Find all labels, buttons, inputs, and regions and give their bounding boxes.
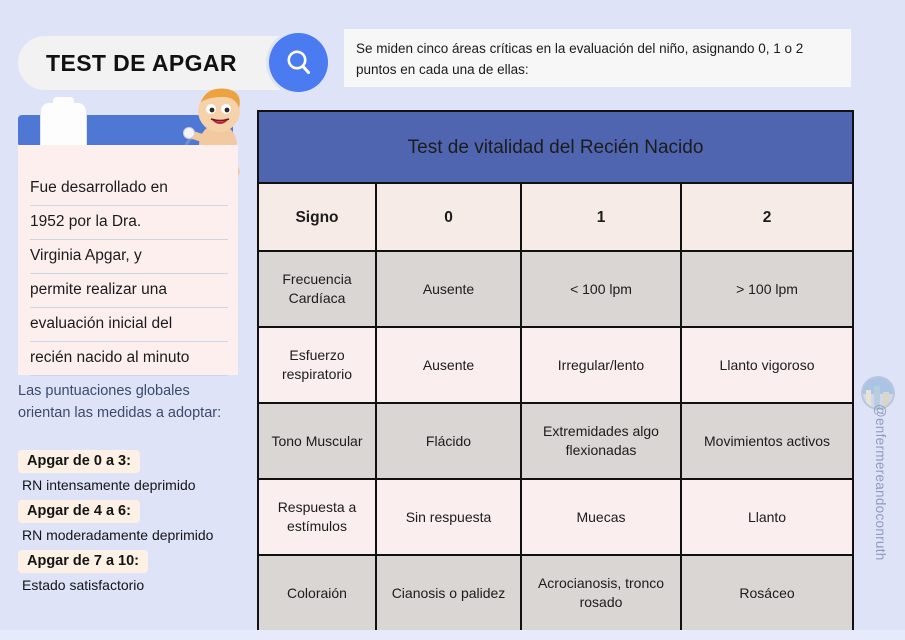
cell-signo: Esfuerzo respiratorio — [258, 327, 376, 403]
cell-score-1: Acrocianosis, tronco rosado — [521, 555, 681, 631]
cell-score-2: Movimientos activos — [681, 403, 853, 479]
score-range-label: Apgar de 7 a 10: — [18, 550, 148, 573]
score-item — [18, 500, 248, 545]
table-row — [258, 555, 853, 631]
intro-description-box — [344, 29, 851, 87]
score-list — [18, 450, 248, 600]
score-range-label: Apgar de 4 a 6: — [18, 500, 140, 523]
cell-score-1: Irregular/lento — [521, 327, 681, 403]
search-button[interactable] — [269, 33, 328, 92]
column-header-2: 2 — [681, 183, 853, 251]
score-item — [18, 450, 248, 495]
cell-score-0: Ausente — [376, 327, 521, 403]
watermark-handle: @enfermereandoconruth — [873, 404, 888, 561]
cell-score-1: Extremidades algo flexionadas — [521, 403, 681, 479]
cell-score-2: Llanto vigoroso — [681, 327, 853, 403]
note-lines — [30, 172, 228, 376]
cell-signo: Frecuencia Cardíaca — [258, 251, 376, 327]
globals-intro-line-2: orientan las medidas a adoptar: — [18, 405, 222, 421]
note-line: evaluación inicial del — [30, 308, 228, 342]
note-line: permite realizar una — [30, 274, 228, 308]
column-header-0: 0 — [376, 183, 521, 251]
cell-score-2: Llanto — [681, 479, 853, 555]
page-title: TEST DE APGAR — [46, 49, 237, 76]
cell-score-0: Sin respuesta — [376, 479, 521, 555]
score-range-label: Apgar de 0 a 3: — [18, 450, 140, 473]
cell-signo: Respuesta a estímulos — [258, 479, 376, 555]
cell-score-2: > 100 lpm — [681, 251, 853, 327]
apgar-table — [257, 110, 854, 632]
globals-intro — [18, 380, 243, 424]
table-row — [258, 479, 853, 555]
cell-score-0: Flácido — [376, 403, 521, 479]
intro-text: Se miden cinco áreas críticas en la evaluación del niño, asignando 0, 1 o 2 puntos en cada una de ellas: — [356, 41, 804, 77]
clipboard-clip — [53, 97, 74, 111]
cell-score-0: Ausente — [376, 251, 521, 327]
table-row — [258, 251, 853, 327]
column-header-signo: Signo — [258, 183, 376, 251]
cell-score-2: Rosáceo — [681, 555, 853, 631]
score-item — [18, 550, 248, 595]
cell-signo: Coloraión — [258, 555, 376, 631]
table-row — [258, 327, 853, 403]
note-line: 1952 por la Dra. — [30, 206, 228, 240]
score-description: RN moderadamente deprimido — [22, 527, 214, 543]
column-header-1: 1 — [521, 183, 681, 251]
note-line: recién nacido al minuto — [30, 342, 228, 376]
cell-score-1: < 100 lpm — [521, 251, 681, 327]
score-description: Estado satisfactorio — [22, 577, 145, 593]
search-icon — [283, 47, 315, 79]
note-line: Fue desarrollado en — [30, 172, 228, 206]
table-row — [258, 403, 853, 479]
cell-signo: Tono Muscular — [258, 403, 376, 479]
table-header-row — [258, 183, 853, 251]
cell-score-1: Muecas — [521, 479, 681, 555]
globals-intro-line-1: Las puntuaciones globales — [18, 383, 190, 399]
note-line: Virginia Apgar, y — [30, 240, 228, 274]
cell-score-0: Cianosis o palidez — [376, 555, 521, 631]
table-title-row — [258, 111, 853, 183]
bottom-band — [0, 630, 905, 640]
score-description: RN intensamente deprimido — [22, 477, 196, 493]
table-title: Test de vitalidad del Recién Nacido — [258, 111, 853, 183]
